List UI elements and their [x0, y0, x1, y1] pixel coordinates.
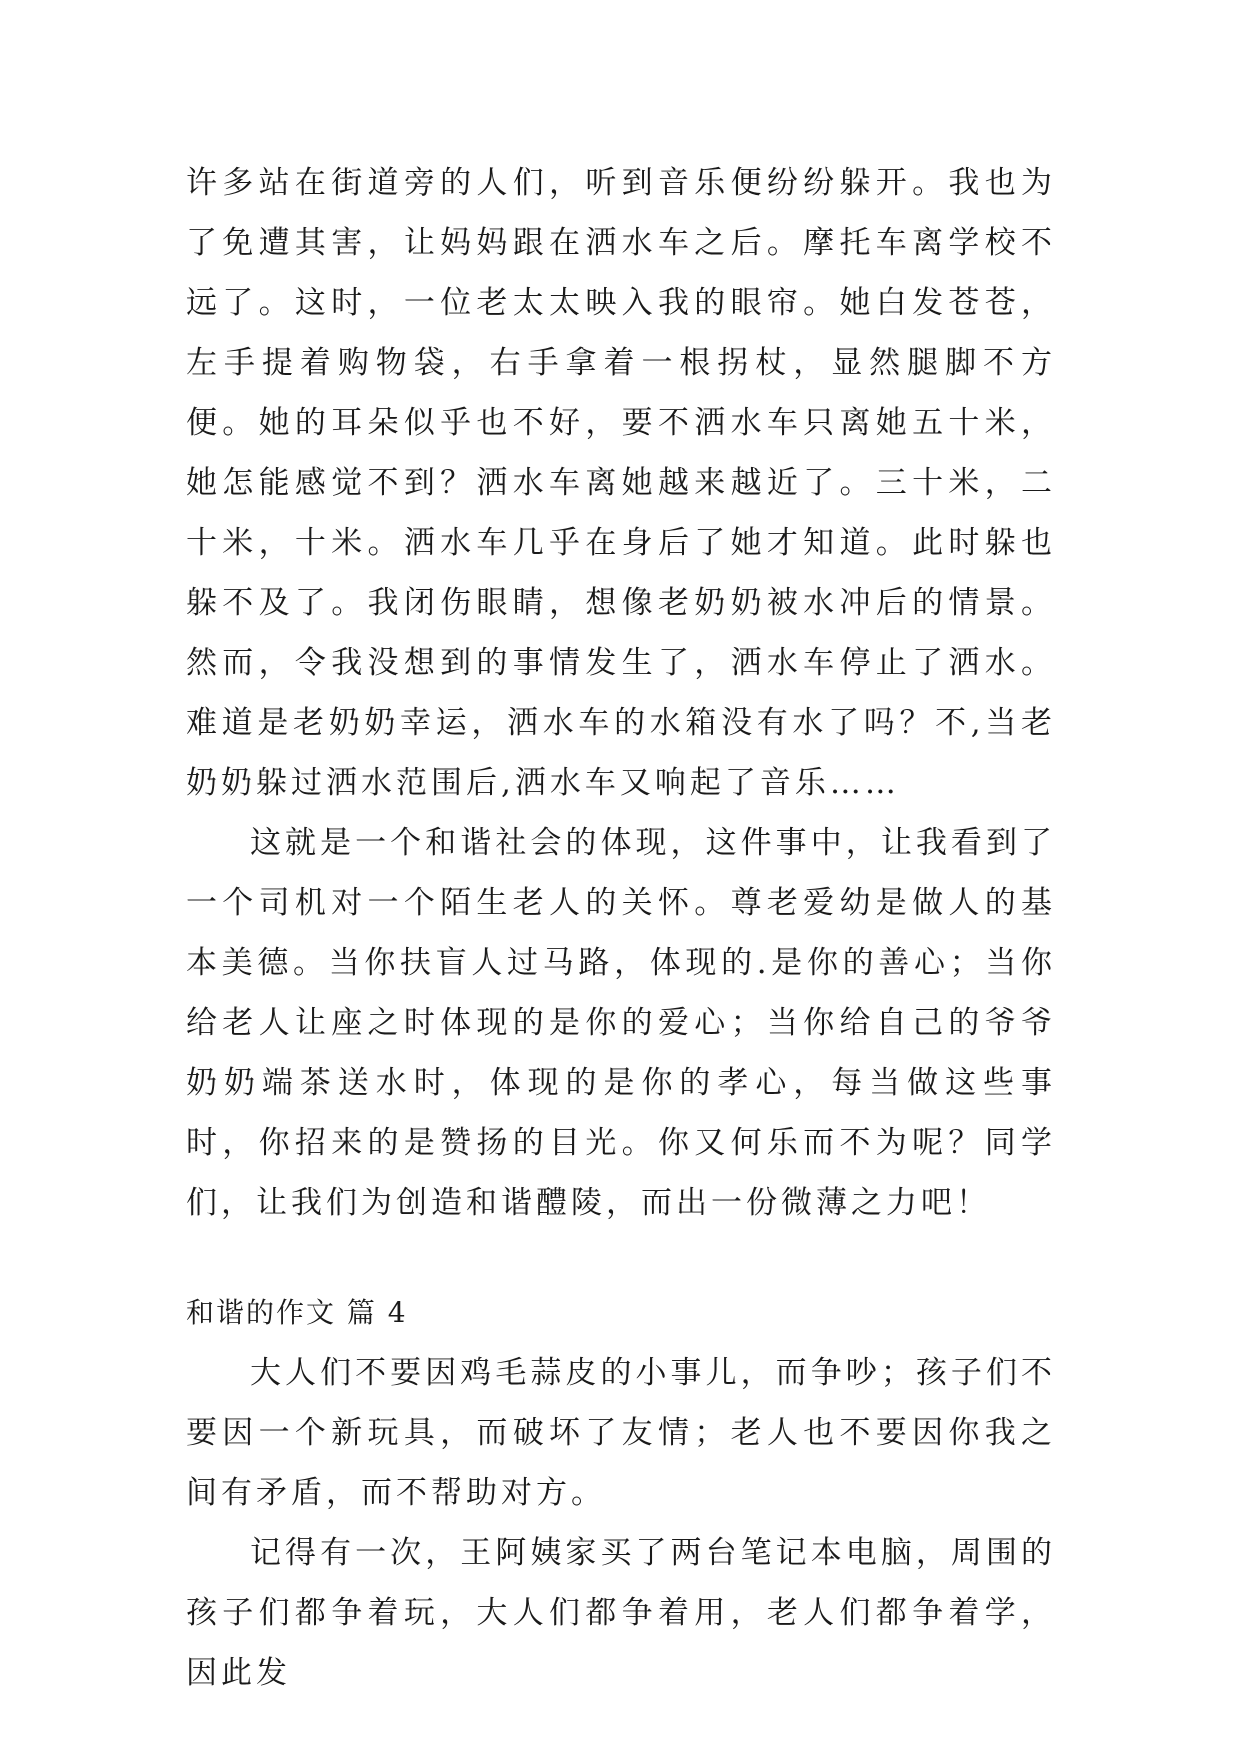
paragraph-anecdote: 记得有一次，王阿姨家买了两台笔记本电脑，周围的孩子们都争着玩，大人们都争着用，老人们都争着学，因此发	[186, 1535, 1056, 1691]
document-body	[186, 153, 1056, 1703]
section-spacer	[186, 1233, 1056, 1283]
paragraph-intro: 大人们不要因鸡毛蒜皮的小事儿，而争吵；孩子们不要因一个新玩具，而破坏了友情；老人也不要因你我之间有矛盾，而不帮助对方。	[186, 1355, 1056, 1511]
essay-heading: 和谐的作文 篇 4	[186, 1296, 408, 1329]
paragraph-story: 许多站在街道旁的人们，听到音乐便纷纷躲开。我也为了免遭其害，让妈妈跟在洒水车之后。摩托车离学校不远了。这时，一位老太太映入我的眼帘。她白发苍苍，左手提着购物袋，右手拿着一根拐杖，显然腿脚不方便。她的耳朵似乎也不好，要不洒水车只离她五十米，她怎能感觉不到？洒水车离她越来越近了。三十米，二十米，十米。洒水车几乎在身后了她才知道。此时躲也躲不及了。我闭伤眼睛，想像老奶奶被水冲后的情景。然而，令我没想到的事情发生了，洒水车停止了洒水。难道是老奶奶幸运，洒水车的水箱没有水了吗？不,当老奶奶躲过洒水范围后,洒水车又响起了音乐……	[186, 165, 1056, 801]
paragraph-reflection: 这就是一个和谐社会的体现，这件事中，让我看到了一个司机对一个陌生老人的关怀。尊老爱幼是做人的基本美德。当你扶盲人过马路，体现的.是你的善心；当你给老人让座之时体现的是你的爱心；当你给自己的爷爷奶奶端茶送水时，体现的是你的孝心，每当做这些事时，你招来的是赞扬的目光。你又何乐而不为呢？同学们，让我们为创造和谐醴陵，而出一份微薄之力吧！	[186, 825, 1056, 1221]
